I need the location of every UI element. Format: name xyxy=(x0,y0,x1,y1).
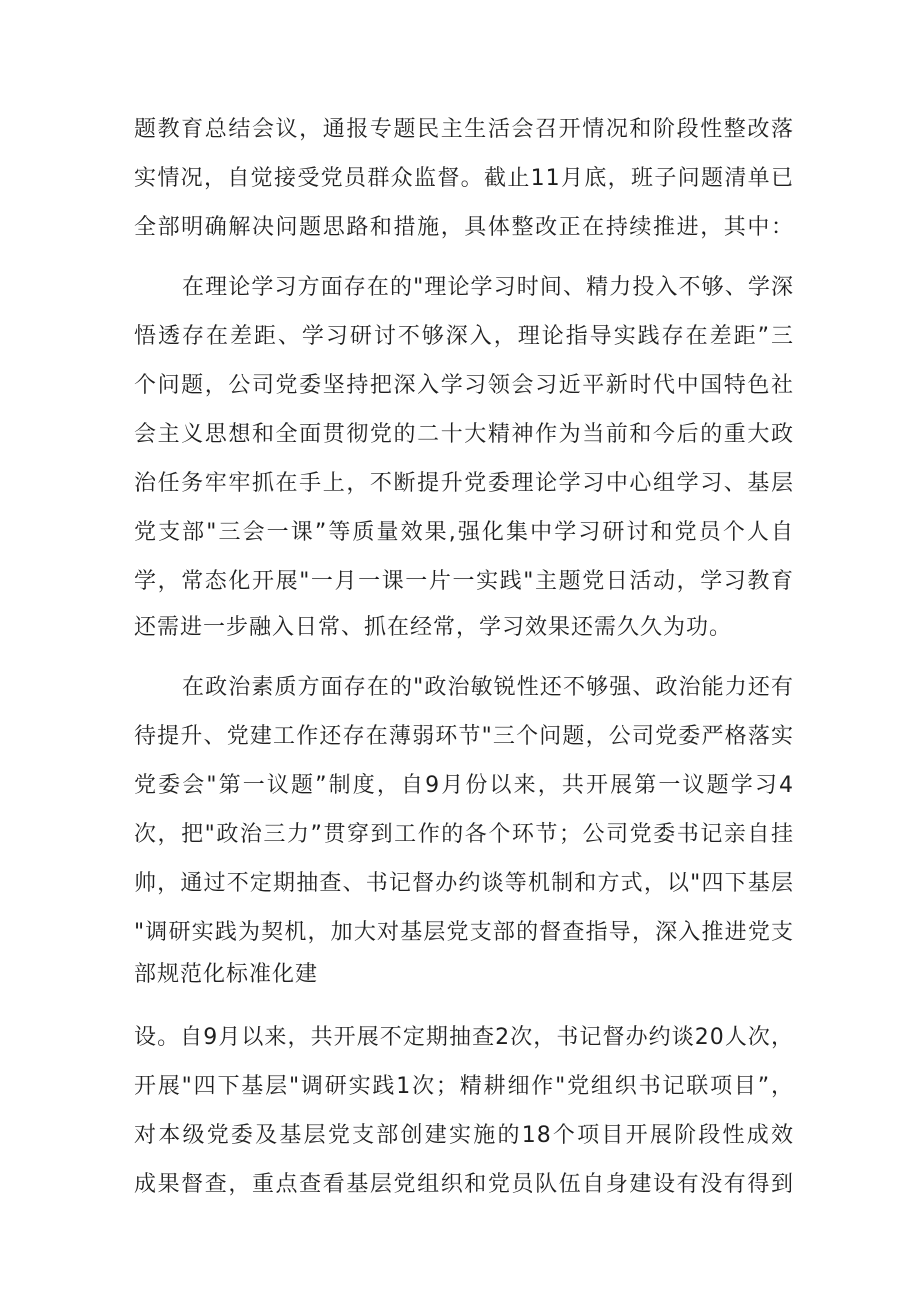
text-line: 对本级党委及基层党支部创建实施的18个项目开展阶段性成效 xyxy=(134,1123,794,1148)
text-line: 待提升、党建工作还存在薄弱环节"三个问题，公司党委严格落实 xyxy=(134,724,794,749)
text-line: 还需进一步融入日常、抓在经常，学习效果还需久久为功。 xyxy=(134,615,733,640)
text-line: "调研实践为契机，加大对基层党支部的督查指导，深入推进党支 xyxy=(134,920,794,945)
text-line: 治任务牢牢抓在手上，不断提升党委理论学习中心组学习、基层 xyxy=(134,471,794,496)
text-line: 个问题，公司党委坚持把深入学习领会习近平新时代中国特色社 xyxy=(134,373,794,398)
paragraph-first-line: 在政治素质方面存在的"政治敏锐性还不够强、政治能力还有 xyxy=(182,675,794,700)
text-line: 全部明确解决问题思路和措施，具体整改正在持续推进，其中： xyxy=(134,215,794,240)
text-line: 次，把"政治三力”贯穿到工作的各个环节；公司党委书记亲自挂 xyxy=(134,822,794,847)
text-line: 实情况，自觉接受党员群众监督。截止11月底，班子问题清单已 xyxy=(134,166,794,191)
paragraph-first-line: 在理论学习方面存在的"理论学习时间、精力投入不够、学深 xyxy=(182,275,794,300)
text-line: 成果督查，重点查看基层党组织和党员队伍自身建设有没有得到 xyxy=(134,1172,794,1197)
text-line: 开展"四下基层"调研实践1次；精耕细作"党组织书记联项目”， xyxy=(134,1074,794,1099)
text-line: 党支部"三会一课”等质量效果,强化集中学习研讨和党员个人自 xyxy=(134,520,794,545)
text-line: 设。自9月以来，共开展不定期抽查2次，书记督办约谈20人次， xyxy=(134,1025,794,1050)
text-line: 党委会"第一议题”制度，自9月份以来，共开展第一议题学习4 xyxy=(134,773,794,798)
text-line: 部规范化标准化建 xyxy=(134,962,319,987)
text-line: 题教育总结会议，通报专题民主生活会召开情况和阶段性整改落 xyxy=(134,117,794,142)
text-line: 悟透存在差距、学习研讨不够深入，理论指导实践存在差距”三 xyxy=(134,324,794,349)
text-line: 帅，通过不定期抽查、书记督办约谈等机制和方式，以"四下基层 xyxy=(134,871,794,896)
text-line: 会主义思想和全面贯彻党的二十大精神作为当前和今后的重大政 xyxy=(134,422,794,447)
text-line: 学，常态化开展"一月一课一片一实践"主题党日活动，学习教育 xyxy=(134,569,794,594)
